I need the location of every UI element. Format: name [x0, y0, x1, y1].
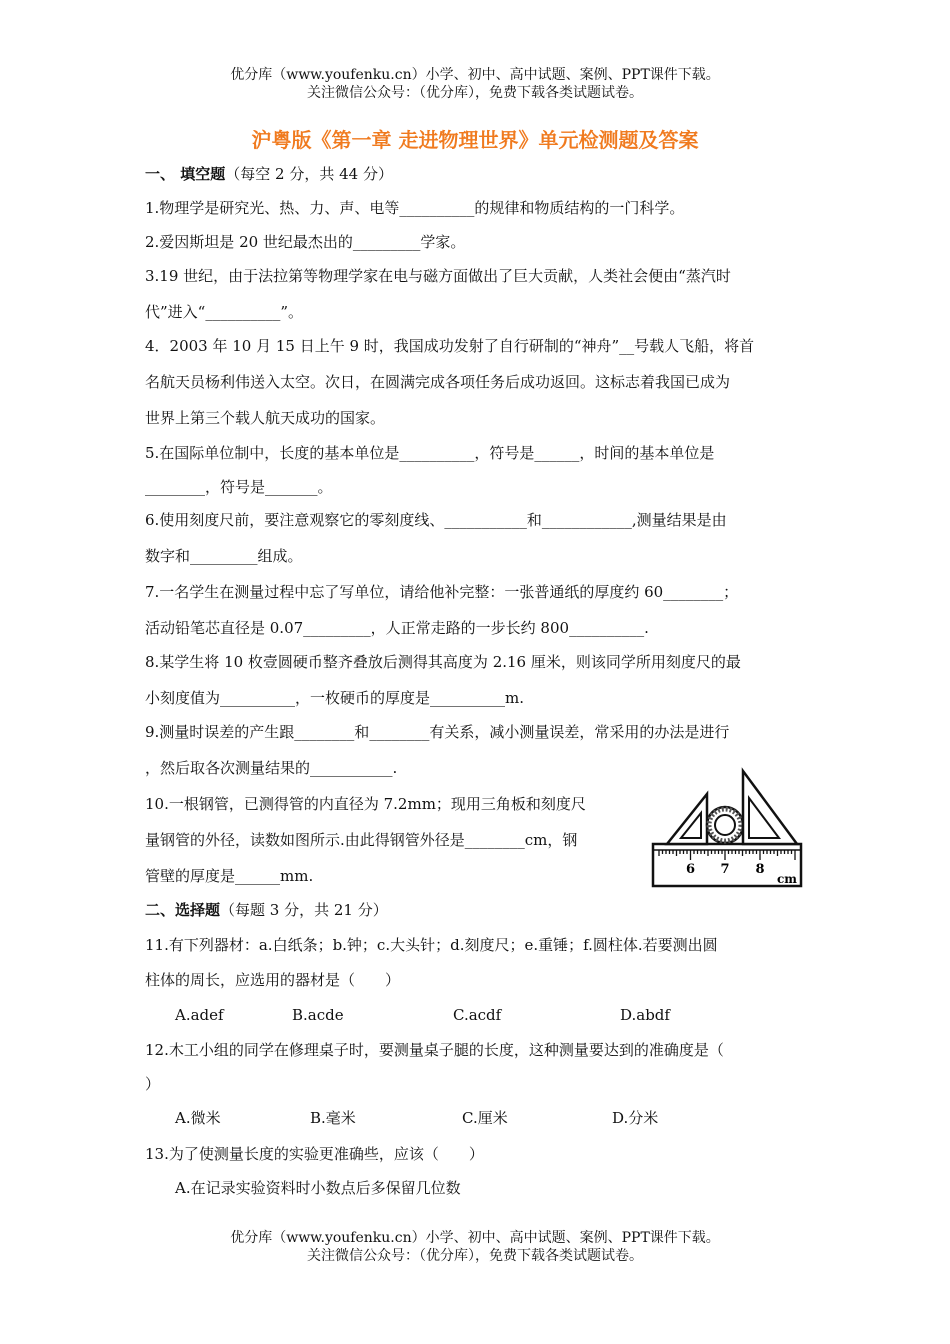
question-line: 12.木工小组的同学在修理桌子时，要测量桌子腿的长度，这种测量要达到的准确度是（	[145, 1041, 724, 1059]
option-a: A.在记录实验资料时小数点后多保留几位数	[175, 1179, 461, 1197]
tick-label: 8	[755, 862, 765, 877]
question-line: 柱体的周长，应选用的器材是（ ）	[145, 971, 401, 989]
option-c: C.厘米	[462, 1109, 508, 1127]
section-1-heading	[145, 164, 393, 184]
question-line: 活动铅笔芯直径是 0.07_________，人正常走路的一步长约 800__________.	[145, 619, 649, 637]
section-2-heading	[145, 900, 388, 920]
question-line: ________，符号是_______。	[145, 478, 333, 496]
question-line: 7.一名学生在测量过程中忘了写单位，请给他补完整：一张普通纸的厚度约 60________；	[145, 583, 739, 601]
section-2-label: 二、选择题	[145, 901, 221, 919]
question-line: 代”进入“__________”。	[145, 303, 304, 321]
tick-label: 6	[685, 862, 696, 877]
option-c: C.acdf	[453, 1006, 502, 1024]
question-line: 2.爱因斯坦是 20 世纪最杰出的_________学家。	[145, 233, 466, 251]
question-line: ，然后取各次测量结果的___________.	[145, 759, 398, 777]
question-line: 5.在国际单位制中，长度的基本单位是__________，符号是______，时间的基本单位是	[145, 444, 715, 462]
option-a: A.adef	[175, 1006, 224, 1024]
question-line: 小刻度值为__________，一枚硬币的厚度是__________m.	[145, 689, 524, 707]
header-line-2: 关注微信公众号：（优分库），免费下载各类试题试卷。	[307, 85, 643, 101]
section-1-note: （每空 2 分，共 44 分）	[225, 165, 393, 183]
question-line: 10.一根钢管，已测得管的内直径为 7.2mm；现用三角板和刻度尺	[145, 795, 586, 813]
question-line: 8.某学生将 10 枚壹圆硬币整齐叠放后测得其高度为 2.16 厘米，则该同学所用刻度尺的最	[145, 653, 741, 671]
question-line: 3.19 世纪，由于法拉第等物理学家在电与磁方面做出了巨大贡献，人类社会便由“蒸汽时	[145, 267, 731, 285]
page-title: 沪粤版《第一章 走进物理世界》单元检测题及答案	[251, 128, 699, 152]
tick-label: 7	[720, 862, 730, 877]
section-1-label: 一、 填空题	[145, 165, 226, 183]
header-line-1: 优分库（www.youfenku.cn）小学、初中、高中试题、案例、PPT课件下载。	[230, 67, 720, 83]
option-a: A.微米	[175, 1109, 221, 1127]
question-line: 量钢管的外径，读数如图所示.由此得钢管外径是________cm，钢	[145, 831, 578, 849]
question-line: 名航天员杨利伟送入太空。次日，在圆满完成各项任务后成功返回。这标志着我国已成为	[145, 373, 731, 391]
question-line: 13.为了使测量长度的实验更准确些，应该（ ）	[145, 1145, 484, 1163]
option-b: B.acde	[292, 1006, 344, 1024]
question-line: 11.有下列器材：a.白纸条；b.钟；c.大头针；d.刻度尺；e.重锤；f.圆柱体.若要测出圆	[145, 936, 718, 954]
section-2-note: （每题 3 分，共 21 分）	[220, 901, 388, 919]
question-line: 6.使用刻度尺前，要注意观察它的零刻度线、___________和____________,测量结果是由	[145, 511, 727, 529]
footer-line-1: 优分库（www.youfenku.cn）小学、初中、高中试题、案例、PPT课件下载。	[230, 1230, 720, 1246]
option-d: D.分米	[612, 1109, 659, 1127]
footer-line-2: 关注微信公众号：（优分库），免费下载各类试题试卷。	[307, 1248, 643, 1264]
question-line: 管壁的厚度是______mm.	[145, 867, 314, 885]
question-line: 1.物理学是研究光、热、力、声、电等__________的规律和物质结构的一门科学。	[145, 199, 685, 217]
question-line: 数字和_________组成。	[145, 547, 303, 565]
question-line: 4．2003 年 10 月 15 日上午 9 时，我国成功发射了自行研制的“神舟”__号载人飞船，将首	[145, 337, 755, 355]
question-line: 世界上第三个载人航天成功的国家。	[145, 409, 386, 427]
unit-label: cm	[776, 872, 798, 886]
option-b: B.毫米	[310, 1109, 356, 1127]
question-line: 9.测量时误差的产生跟________和________有关系，减小测量误差，常采用的办法是进行	[145, 723, 730, 741]
ruler-figure	[645, 766, 805, 890]
question-line: ）	[145, 1075, 161, 1093]
option-d: D.abdf	[620, 1006, 670, 1024]
